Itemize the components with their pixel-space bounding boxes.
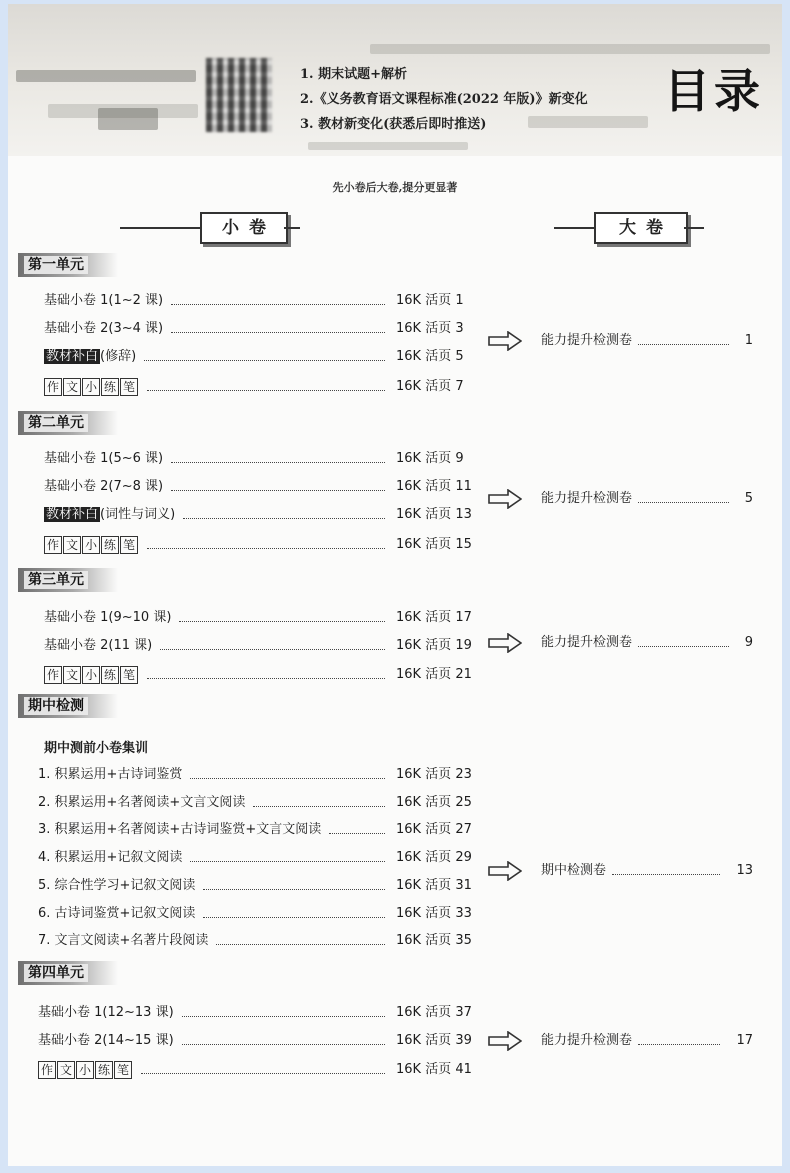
toc-entry[interactable] xyxy=(44,534,486,556)
feature-item: 3. 教材新变化(获悉后即时推送) xyxy=(300,117,487,132)
entry-label: 5. 综合性学习+记叙文阅读 xyxy=(38,878,196,893)
page-ref: 16K 活页 17 xyxy=(396,610,472,625)
entry-label: 7. 文言文阅读+名著片段阅读 xyxy=(38,933,209,948)
dot-leader xyxy=(147,376,385,391)
toc-entry[interactable] xyxy=(38,819,486,841)
unit-heading xyxy=(18,253,118,277)
entry-label: 基础小卷 2(7~8 课) xyxy=(44,479,164,494)
entry-label xyxy=(44,664,139,686)
big-exam-entry[interactable] xyxy=(541,1030,753,1052)
boxed-char: 练 xyxy=(101,536,119,554)
dot-leader xyxy=(638,632,729,647)
toc-entry[interactable] xyxy=(44,376,486,398)
arrow-right-icon xyxy=(488,1031,522,1051)
toc-page xyxy=(8,4,782,1166)
boxed-char: 练 xyxy=(101,666,119,684)
toc-entry[interactable] xyxy=(38,1030,486,1052)
toc-entry[interactable] xyxy=(38,1002,486,1024)
supplement-tag: 教材补白 xyxy=(46,507,99,522)
toc-entry[interactable] xyxy=(44,476,486,498)
toc-entry[interactable] xyxy=(44,318,486,340)
entry-label: 2. 积累运用+名著阅读+文言文阅读 xyxy=(38,795,246,810)
toc-entry[interactable] xyxy=(44,448,486,470)
big-exam-page: 13 xyxy=(736,863,753,878)
header-banner xyxy=(8,4,782,156)
big-exam-label: 期中检测卷 xyxy=(541,863,607,878)
dot-leader xyxy=(144,346,385,361)
toc-entry[interactable] xyxy=(44,346,486,368)
dot-leader xyxy=(638,330,729,345)
dot-leader xyxy=(171,318,385,333)
boxed-char: 笔 xyxy=(114,1061,132,1079)
divider xyxy=(684,227,704,229)
entry-label xyxy=(38,1059,133,1081)
boxed-char: 作 xyxy=(44,536,62,554)
page-ref: 16K 活页 37 xyxy=(396,1005,472,1020)
page-ref: 16K 活页 19 xyxy=(396,638,472,653)
entry-label: 基础小卷 1(9~10 课) xyxy=(44,610,172,625)
dot-leader xyxy=(329,819,385,834)
unit-heading xyxy=(18,568,118,592)
dot-leader xyxy=(147,534,385,549)
entry-label: 基础小卷 1(1~2 课) xyxy=(44,293,164,308)
divider xyxy=(284,227,300,229)
dot-leader xyxy=(216,930,385,945)
arrow-right-icon xyxy=(488,331,522,351)
dot-leader xyxy=(141,1059,385,1074)
boxed-char: 作 xyxy=(44,666,62,684)
boxed-char: 笔 xyxy=(120,536,138,554)
page-ref: 16K 活页 31 xyxy=(396,878,472,893)
boxed-char: 作 xyxy=(44,378,62,396)
supplement-topic: (修辞) xyxy=(100,349,137,364)
feature-item: 1. 期末试题+解析 xyxy=(300,67,407,82)
dot-leader xyxy=(190,764,385,779)
page-ref: 16K 活页 23 xyxy=(396,767,472,782)
entry-label: 6. 古诗词鉴赏+记叙文阅读 xyxy=(38,906,196,921)
toc-entry[interactable] xyxy=(38,1059,486,1081)
arrow-right-icon xyxy=(488,861,522,881)
page-ref: 16K 活页 21 xyxy=(396,667,472,682)
big-exam-entry[interactable] xyxy=(541,632,753,654)
unit-title: 第四单元 xyxy=(24,964,88,982)
page-ref: 16K 活页 9 xyxy=(396,451,464,466)
toc-entry[interactable] xyxy=(38,903,486,925)
toc-entry[interactable] xyxy=(38,792,486,814)
toc-entry[interactable] xyxy=(38,764,486,786)
section-subtitle: 期中测前小卷集训 xyxy=(44,741,149,756)
dot-leader xyxy=(160,635,385,650)
boxed-char: 小 xyxy=(82,378,100,396)
big-exam-label: 能力提升检测卷 xyxy=(541,1033,633,1048)
entry-label: 基础小卷 2(14~15 课) xyxy=(38,1033,174,1048)
dot-leader xyxy=(203,903,385,918)
entry-label: 3. 积累运用+名著阅读+古诗词鉴赏+文言文阅读 xyxy=(38,822,322,837)
toc-entry[interactable] xyxy=(38,847,486,869)
big-exam-label: 能力提升检测卷 xyxy=(541,491,633,506)
unit-title: 第一单元 xyxy=(24,256,88,274)
divider xyxy=(120,227,200,229)
dot-leader xyxy=(183,504,385,519)
dot-leader xyxy=(182,1030,385,1045)
boxed-char: 文 xyxy=(63,378,81,396)
feature-list xyxy=(300,62,588,137)
big-exam-label: 能力提升检测卷 xyxy=(541,333,633,348)
big-exam-page: 9 xyxy=(744,635,753,650)
column-header-big: 大卷 xyxy=(594,212,688,244)
dot-leader xyxy=(612,860,720,875)
dot-leader xyxy=(182,1002,385,1017)
dot-leader xyxy=(203,875,385,890)
boxed-char: 文 xyxy=(57,1061,75,1079)
big-exam-label: 能力提升检测卷 xyxy=(541,635,633,650)
column-header-small: 小卷 xyxy=(200,212,288,244)
boxed-char: 文 xyxy=(63,666,81,684)
toc-entry[interactable] xyxy=(44,290,486,312)
arrow-right-icon xyxy=(488,633,522,653)
unit-title: 第三单元 xyxy=(24,571,88,589)
page-ref: 16K 活页 15 xyxy=(396,537,472,552)
big-exam-entry[interactable] xyxy=(541,488,753,510)
boxed-char: 笔 xyxy=(120,378,138,396)
supplement-topic: (词性与词义) xyxy=(100,507,176,522)
dot-leader xyxy=(190,847,385,862)
dot-leader xyxy=(638,1030,720,1045)
entry-label xyxy=(44,346,136,368)
page-ref: 16K 活页 3 xyxy=(396,321,464,336)
banner-texture xyxy=(370,44,770,54)
feature-item: 2.《义务教育语文课程标准(2022 年版)》新变化 xyxy=(300,92,588,107)
entry-label: 基础小卷 1(12~13 课) xyxy=(38,1005,174,1020)
boxed-char: 练 xyxy=(95,1061,113,1079)
page-ref: 16K 活页 33 xyxy=(396,906,472,921)
page-ref: 16K 活页 13 xyxy=(396,507,472,522)
dot-leader xyxy=(253,792,385,807)
divider xyxy=(554,227,594,229)
boxed-char: 小 xyxy=(82,536,100,554)
boxed-char: 小 xyxy=(76,1061,94,1079)
entry-label xyxy=(44,376,139,398)
dot-leader xyxy=(171,476,385,491)
entry-label: 基础小卷 2(11 课) xyxy=(44,638,153,653)
entry-label xyxy=(44,534,139,556)
page-ref: 16K 活页 39 xyxy=(396,1033,472,1048)
big-exam-page: 17 xyxy=(736,1033,753,1048)
page-ref: 16K 活页 7 xyxy=(396,379,464,394)
page-ref: 16K 活页 27 xyxy=(396,822,472,837)
big-exam-entry[interactable] xyxy=(541,860,753,882)
toc-entry[interactable] xyxy=(44,664,486,686)
page-ref: 16K 活页 41 xyxy=(396,1062,472,1077)
entry-label: 基础小卷 1(5~6 课) xyxy=(44,451,164,466)
toc-entry[interactable] xyxy=(44,607,486,629)
unit-heading xyxy=(18,411,118,435)
big-exam-page: 1 xyxy=(744,333,753,348)
column-headers xyxy=(8,212,782,244)
banner-texture xyxy=(308,142,468,150)
unit-heading xyxy=(18,694,118,718)
qr-code-icon[interactable] xyxy=(206,58,272,132)
arrow-right-icon xyxy=(488,489,522,509)
boxed-char: 笔 xyxy=(120,666,138,684)
dot-leader xyxy=(171,290,385,305)
toc-entry[interactable] xyxy=(38,930,486,952)
boxed-char: 小 xyxy=(82,666,100,684)
dot-leader xyxy=(638,488,729,503)
page-ref: 16K 活页 25 xyxy=(396,795,472,810)
page-ref: 16K 活页 11 xyxy=(396,479,472,494)
unit-title: 第二单元 xyxy=(24,414,88,432)
supplement-tag: 教材补白 xyxy=(46,349,99,364)
toc-entry[interactable] xyxy=(38,875,486,897)
banner-texture xyxy=(98,108,158,130)
boxed-char: 作 xyxy=(38,1061,56,1079)
entry-label xyxy=(44,504,175,526)
big-exam-page: 5 xyxy=(744,491,753,506)
boxed-char: 文 xyxy=(63,536,81,554)
page-ref: 16K 活页 1 xyxy=(396,293,464,308)
unit-heading xyxy=(18,961,118,985)
entry-label: 基础小卷 2(3~4 课) xyxy=(44,321,164,336)
toc-entry[interactable] xyxy=(44,635,486,657)
page-ref: 16K 活页 29 xyxy=(396,850,472,865)
toc-entry[interactable] xyxy=(44,504,486,526)
dot-leader xyxy=(171,448,385,463)
page-ref: 16K 活页 35 xyxy=(396,933,472,948)
unit-title: 期中检测 xyxy=(24,697,88,715)
entry-label: 1. 积累运用+古诗词鉴赏 xyxy=(38,767,183,782)
page-ref: 16K 活页 5 xyxy=(396,349,464,364)
entry-label: 4. 积累运用+记叙文阅读 xyxy=(38,850,183,865)
dot-leader xyxy=(179,607,385,622)
boxed-char: 练 xyxy=(101,378,119,396)
page-title: 目录 xyxy=(664,64,764,118)
slogan: 先小卷后大卷,提分更显著 xyxy=(332,181,458,194)
big-exam-entry[interactable] xyxy=(541,330,753,352)
banner-texture xyxy=(16,70,196,82)
dot-leader xyxy=(147,664,385,679)
